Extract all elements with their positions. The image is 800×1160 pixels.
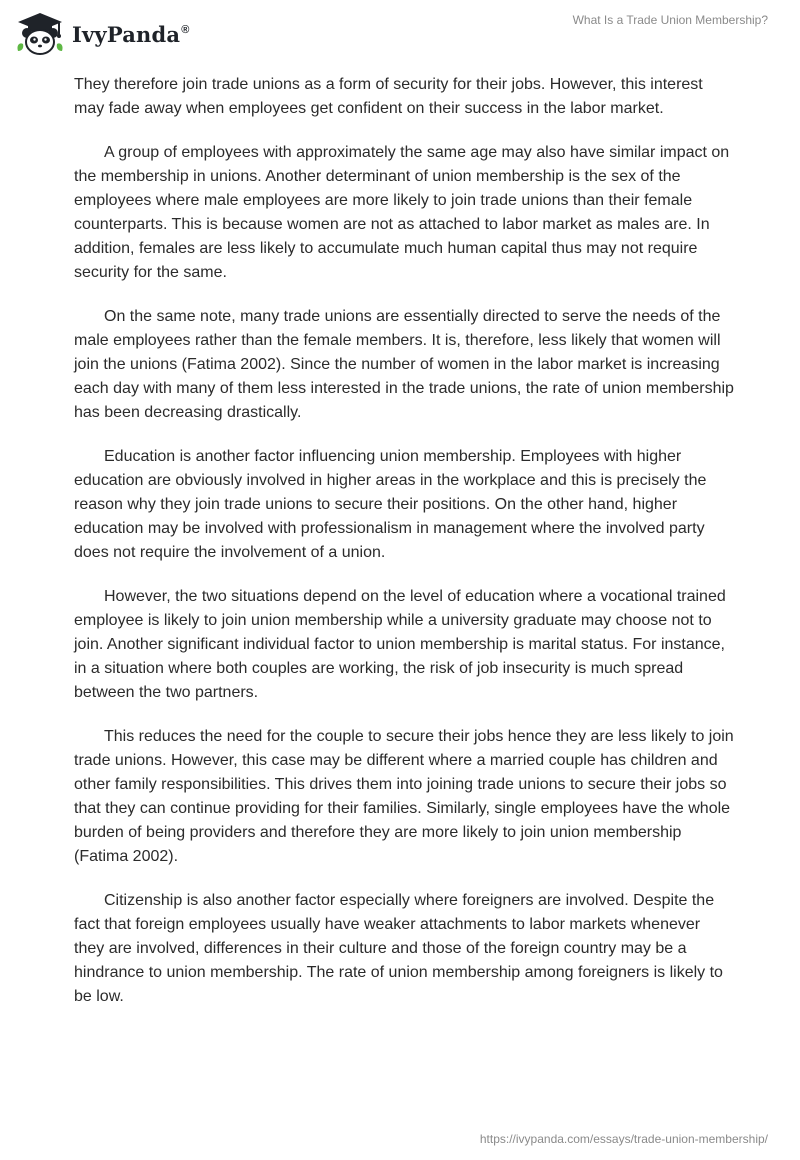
paragraph-7: Citizenship is also another factor especially where foreigners are involved. Despite the fact that foreign employees usually have weaker attachments to labor markets whenever they are involved, differences in their culture and those of the foreign country may be a hindrance to union membership. The rate of union membership among foreigners is likely to be low. [74, 892, 723, 1005]
brand-name: IvyPanda® [72, 21, 190, 47]
essay-body [74, 73, 734, 1029]
paragraph-2: A group of employees with approximately the same age may also have similar impact on the membership in unions. Another determinant of union membership is the sex of the employees where male employees are more likely to join trade unions than their female counterparts. This is because women are not as attached to labor market as males are. In addition, females are less likely to accumulate much human capital thus may not require security for the same. [74, 144, 730, 281]
paragraph-6: This reduces the need for the couple to secure their jobs hence they are less likely to join trade unions. However, this case may be different where a married couple has children and other family responsibilities. This drives them into joining trade unions to secure their jobs so that they can continue providing for their families. Similarly, single employees have the whole burden of being providers and therefore they are more likely to join union membership (Fatima 2002). [74, 728, 734, 865]
panda-graduate-icon [14, 11, 66, 57]
paragraph-1: They therefore join trade unions as a form of security for their jobs. However, this interest may fade away when employees get confident on their success in the labor market. [74, 76, 703, 117]
paragraph-3: On the same note, many trade unions are essentially directed to serve the needs of the male employees rather than the female members. It is, therefore, less likely that women will join the unions (Fatima 2002). Since the number of women in the labor market is increasing each day with many of them less interested in the trade unions, the rate of union membership has been decreasing drastically. [74, 308, 734, 421]
document-title: What Is a Trade Union Membership? [572, 13, 768, 27]
ivypanda-logo[interactable] [14, 9, 190, 59]
paragraph-4: Education is another factor influencing union membership. Employees with higher education are obviously involved in higher areas in the workplace and this is precisely the reason why they join trade unions to secure their positions. On the other hand, higher education may be involved with professionalism in management where the involved party does not require the involvement of a union. [74, 448, 707, 561]
paragraph-5: However, the two situations depend on the level of education where a vocational trained employee is likely to join union membership while a university graduate may choose not to join. Another significant individual factor to union membership is marital status. For instance, in a situation where both couples are working, the risk of job insecurity is much spread between the two partners. [74, 588, 726, 701]
source-url[interactable]: https://ivypanda.com/essays/trade-union-membership/ [479, 1132, 768, 1146]
page-header [0, 0, 800, 70]
